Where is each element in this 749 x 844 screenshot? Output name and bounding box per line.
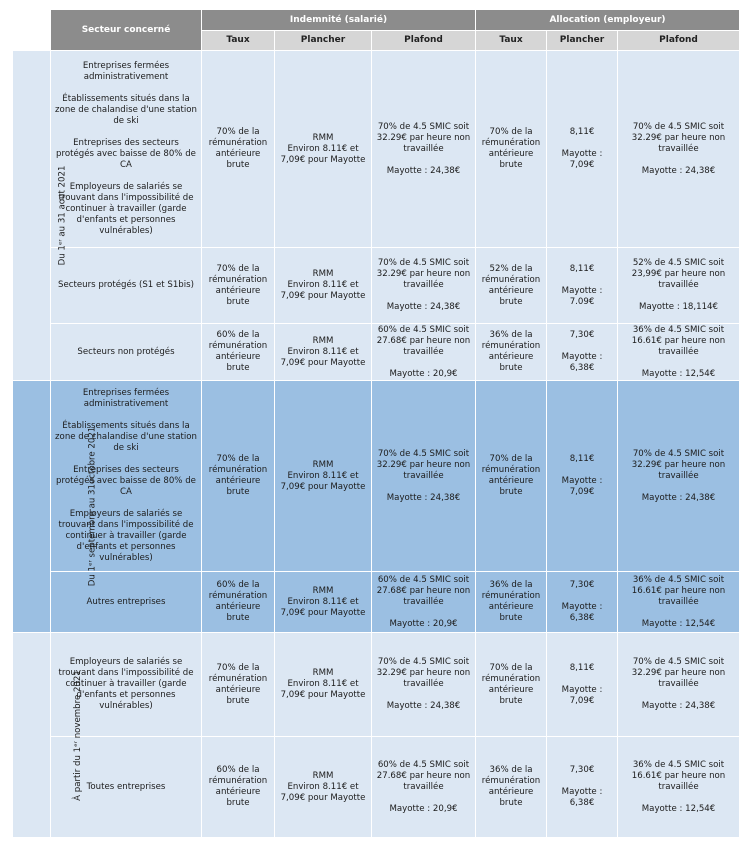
- allocation-taux-cell: [476, 248, 547, 324]
- cell-line: Entreprises fermées administrativement: [82, 388, 170, 409]
- cell-line: Mayotte : 12,54€: [641, 368, 716, 379]
- cell-line: RMM: [312, 132, 334, 143]
- indemnite-plafond-cell: [372, 324, 476, 381]
- sector-cell: [51, 51, 202, 248]
- cell-line: 70% de la rémunération antérieure brute: [208, 263, 268, 307]
- cell-line: 70% de 4.5 SMIC soit 32.29€ par heure non travaillée: [631, 121, 726, 154]
- col-header-taux: Taux: [202, 31, 275, 51]
- allocation-taux-cell: [476, 737, 547, 838]
- indemnite-plancher-cell: [275, 737, 372, 838]
- indemnite-taux-cell: [202, 381, 275, 572]
- allocation-plancher-cell: [547, 324, 618, 381]
- cell-line: Mayotte : 7,09€: [561, 684, 603, 706]
- cell-line: 70% de 4.5 SMIC soit 32.29€ par heure non travaillée: [376, 121, 471, 154]
- period-label-text: Du 1ᵉʳ septembre au 31octobre 2021: [87, 426, 98, 587]
- indemnite-plancher-cell: [275, 324, 372, 381]
- table-row: [13, 248, 740, 324]
- cell-line: Entreprises des secteurs protégés avec baisse de 80% de CA: [56, 138, 196, 170]
- indemnite-group-header: Indemnité (salarié): [202, 10, 476, 31]
- cell-line: Mayotte : 6,38€: [561, 602, 603, 623]
- table-row: [13, 324, 740, 381]
- cell-line: Mayotte : 7.09€: [561, 285, 603, 307]
- allocation-plafond-cell: [618, 633, 740, 737]
- allocation-plancher-cell: [547, 381, 618, 572]
- cell-line: Mayotte : 7,09€: [561, 149, 603, 170]
- cell-line: [549, 674, 615, 685]
- cell-line: [549, 138, 615, 149]
- indemnite-taux-cell: [202, 572, 275, 633]
- cell-line: 70% de 4.5 SMIC soit 32.29€ par heure non travaillée: [376, 657, 471, 689]
- cell-line: Environ 8.11€ et 7,09€ pour Mayotte: [280, 679, 366, 700]
- cell-line: 70% de la rémunération antérieure brute: [208, 127, 268, 170]
- cell-line: Employeurs de salariés se trouvant dans l'impossibilité de continuer à travailler (garde d'enfants et personnes vulnérables): [58, 509, 194, 563]
- cell-line: [549, 275, 615, 286]
- cell-line: [374, 291, 473, 302]
- indemnite-taux-cell: [202, 737, 275, 838]
- indemnite-plafond-cell: [372, 51, 476, 248]
- allocation-plafond-cell: [618, 572, 740, 633]
- cell-line: [374, 608, 473, 619]
- allocation-plancher-cell: [547, 737, 618, 838]
- indemnite-plafond-cell: [372, 572, 476, 633]
- cell-line: Mayotte : 24,38€: [386, 492, 461, 503]
- cell-line: [374, 358, 473, 369]
- col-header-plancher: Plancher: [275, 31, 372, 51]
- cell-line: Mayotte : 6,38€: [561, 787, 603, 808]
- allocation-taux-cell: [476, 324, 547, 381]
- cell-line: RMM: [312, 269, 334, 279]
- cell-line: 60% de 4.5 SMIC soit 27.68€ par heure non travaillée: [376, 324, 471, 357]
- cell-line: 52% de 4.5 SMIC soit 23,99€ par heure non travaillée: [631, 258, 726, 290]
- cell-line: 7,30€: [569, 330, 595, 340]
- cell-line: 36% de la rémunération antérieure brute: [481, 765, 541, 808]
- period-label: [13, 51, 68, 381]
- indemnite-plafond-cell: [372, 737, 476, 838]
- cell-line: Entreprises fermées administrativement: [82, 61, 170, 82]
- cell-line: [549, 341, 615, 352]
- table-row: [13, 737, 740, 838]
- cell-line: [620, 291, 737, 302]
- cell-line: 70% de la rémunération antérieure brute: [481, 454, 541, 497]
- cell-line: Mayotte : 20,9€: [389, 803, 458, 814]
- allocation-plafond-cell: [618, 737, 740, 838]
- allocation-taux-cell: [476, 51, 547, 248]
- cell-line: Environ 8.11€ et 7,09€ pour Mayotte: [280, 596, 366, 618]
- cell-line: Établissements situés dans la zone de chalandise d'une station de ski: [55, 421, 197, 453]
- cell-line: 60% de 4.5 SMIC soit 27.68€ par heure non travaillée: [376, 574, 471, 607]
- allocation-plafond-cell: [618, 51, 740, 248]
- cell-line: Environ 8.11€ et 7,09€ pour Mayotte: [280, 143, 366, 165]
- cell-line: RMM: [312, 335, 334, 346]
- cell-line: 70% de 4.5 SMIC soit 32.29€ par heure non travaillée: [376, 448, 471, 481]
- cell-line: [620, 793, 737, 804]
- cell-line: 7,30€: [569, 765, 595, 775]
- cell-line: [620, 358, 737, 369]
- cell-line: Environ 8.11€ et 7,09€ pour Mayotte: [280, 781, 366, 803]
- cell-line: 8,11€: [569, 662, 595, 673]
- allocation-plancher-cell: [547, 633, 618, 737]
- table-row: [13, 633, 740, 737]
- cell-line: [53, 454, 199, 465]
- indemnite-plafond-cell: [372, 381, 476, 572]
- cell-line: Environ 8.11€ et 7,09€ pour Mayotte: [280, 346, 366, 368]
- cell-line: RMM: [312, 459, 334, 470]
- cell-line: RMM: [312, 770, 334, 781]
- cell-line: Mayotte : 12,54€: [641, 803, 716, 814]
- cell-line: Employeurs de salariés se trouvant dans l'impossibilité de continuer à travailler (garde d'enfants et personnes vulnérables): [58, 657, 194, 711]
- cell-line: [374, 690, 473, 701]
- col-header-plancher: Plancher: [547, 31, 618, 51]
- cell-line: 70% de la rémunération antérieure brute: [481, 127, 541, 170]
- cell-line: Secteurs protégés (S1 et S1bis): [58, 280, 194, 290]
- indemnite-taux-cell: [202, 324, 275, 381]
- col-header-taux: Taux: [476, 31, 547, 51]
- table-row: [13, 572, 740, 633]
- cell-line: Mayotte : 24,38€: [386, 302, 461, 312]
- indemnite-plancher-cell: [275, 633, 372, 737]
- sector-cell: [51, 324, 202, 381]
- allocation-plancher-cell: [547, 248, 618, 324]
- cell-line: [53, 410, 199, 421]
- cell-line: [620, 608, 737, 619]
- indemnite-taux-cell: [202, 633, 275, 737]
- cell-line: [53, 171, 199, 182]
- table-row: [13, 51, 740, 248]
- cell-line: 36% de 4.5 SMIC soit 16.61€ par heure non travaillée: [631, 759, 726, 792]
- cell-line: 60% de la rémunération antérieure brute: [208, 330, 268, 373]
- allocation-taux-cell: [476, 633, 547, 737]
- cell-line: 52% de la rémunération antérieure brute: [481, 263, 541, 307]
- cell-line: Employeurs de salariés se trouvant dans l'impossibilité de continuer à travailler (garde d'enfants et personnes vulnérables): [58, 182, 194, 236]
- allocation-plafond-cell: [618, 324, 740, 381]
- cell-line: [549, 776, 615, 787]
- cell-line: Environ 8.11€ et 7,09€ pour Mayotte: [280, 280, 366, 301]
- cell-line: [549, 591, 615, 602]
- period-label: [13, 381, 98, 633]
- indemnite-taux-cell: [202, 51, 275, 248]
- cell-line: [549, 465, 615, 476]
- col-header-plafond: Plafond: [372, 31, 476, 51]
- cell-line: 7,30€: [569, 580, 595, 590]
- period-label-text: À partir du 1ᵉʳ novembre 2021: [72, 669, 83, 801]
- cell-line: 8,11€: [569, 454, 595, 464]
- cell-line: 60% de la rémunération antérieure brute: [208, 765, 268, 808]
- cell-line: Mayotte : 24,38€: [386, 701, 461, 711]
- sector-cell: [51, 248, 202, 324]
- cell-line: 70% de la rémunération antérieure brute: [481, 662, 541, 706]
- indemnite-plancher-cell: [275, 248, 372, 324]
- cell-line: 8,11€: [569, 127, 595, 137]
- cell-line: Établissements situés dans la zone de chalandise d'une station de ski: [55, 94, 197, 126]
- indemnite-plancher-cell: [275, 51, 372, 248]
- cell-line: Secteurs non protégés: [77, 346, 175, 357]
- col-header-plafond: Plafond: [618, 31, 740, 51]
- cell-line: [53, 83, 199, 94]
- activity-allowance-table: [12, 9, 740, 838]
- allocation-group-header: Allocation (employeur): [476, 10, 740, 31]
- cell-line: 36% de la rémunération antérieure brute: [481, 330, 541, 373]
- period-label: [13, 633, 83, 838]
- cell-line: Mayotte : 24,38€: [641, 701, 716, 711]
- allocation-plafond-cell: [618, 381, 740, 572]
- cell-line: 60% de 4.5 SMIC soit 27.68€ par heure non travaillée: [376, 759, 471, 792]
- table-row: [13, 381, 740, 572]
- cell-line: 70% de la rémunération antérieure brute: [208, 662, 268, 706]
- allocation-plancher-cell: [547, 572, 618, 633]
- cell-line: Mayotte : 20,9€: [389, 618, 458, 629]
- indemnite-plancher-cell: [275, 572, 372, 633]
- allocation-plancher-cell: [547, 51, 618, 248]
- indemnite-plafond-cell: [372, 248, 476, 324]
- cell-line: Mayotte : 6,38€: [561, 352, 603, 373]
- indemnite-taux-cell: [202, 248, 275, 324]
- cell-line: 70% de la rémunération antérieure brute: [208, 454, 268, 497]
- cell-line: [620, 482, 737, 493]
- cell-line: Mayotte : 20,9€: [389, 368, 458, 379]
- cell-line: 36% de la rémunération antérieure brute: [481, 580, 541, 623]
- sector-cell: [51, 381, 202, 572]
- corner-blank: [13, 10, 51, 31]
- cell-line: Mayotte : 18,114€: [639, 302, 718, 312]
- period-label-text: Du 1ᵉʳ au 31 aout 2021: [57, 165, 68, 266]
- cell-line: 36% de 4.5 SMIC soit 16.61€ par heure non travaillée: [631, 324, 726, 357]
- cell-line: 60% de la rémunération antérieure brute: [208, 580, 268, 623]
- cell-line: Entreprises des secteurs protégés avec baisse de 80% de CA: [56, 465, 196, 497]
- cell-line: [374, 482, 473, 493]
- allocation-plafond-cell: [618, 248, 740, 324]
- cell-line: [620, 155, 737, 166]
- cell-line: Environ 8.11€ et 7,09€ pour Mayotte: [280, 470, 366, 492]
- cell-line: Mayotte : 7,09€: [561, 476, 603, 497]
- cell-line: Mayotte : 24,38€: [386, 165, 461, 176]
- indemnite-plafond-cell: [372, 633, 476, 737]
- cell-line: [620, 690, 737, 701]
- corner-blank: [13, 31, 51, 51]
- cell-line: 70% de 4.5 SMIC soit 32.29€ par heure non travaillée: [631, 657, 726, 689]
- cell-line: Mayotte : 24,38€: [641, 492, 716, 503]
- cell-line: 36% de 4.5 SMIC soit 16.61€ par heure non travaillée: [631, 574, 726, 607]
- cell-line: Mayotte : 24,38€: [641, 165, 716, 176]
- sector-cell: [51, 572, 202, 633]
- cell-line: 70% de 4.5 SMIC soit 32.29€ par heure non travaillée: [631, 448, 726, 481]
- cell-line: [53, 127, 199, 138]
- cell-line: Autres entreprises: [86, 596, 166, 607]
- cell-line: RMM: [312, 585, 334, 596]
- allocation-taux-cell: [476, 572, 547, 633]
- allocation-taux-cell: [476, 381, 547, 572]
- cell-line: 8,11€: [569, 263, 595, 274]
- cell-line: RMM: [312, 668, 334, 678]
- cell-line: [374, 793, 473, 804]
- cell-line: [374, 155, 473, 166]
- indemnite-plancher-cell: [275, 381, 372, 572]
- cell-line: Toutes entreprises: [86, 781, 166, 792]
- cell-line: 70% de 4.5 SMIC soit 32.29€ par heure non travaillée: [376, 258, 471, 290]
- cell-line: [53, 498, 199, 509]
- cell-line: Mayotte : 12,54€: [641, 618, 716, 629]
- sector-header: Secteur concerné: [51, 10, 202, 51]
